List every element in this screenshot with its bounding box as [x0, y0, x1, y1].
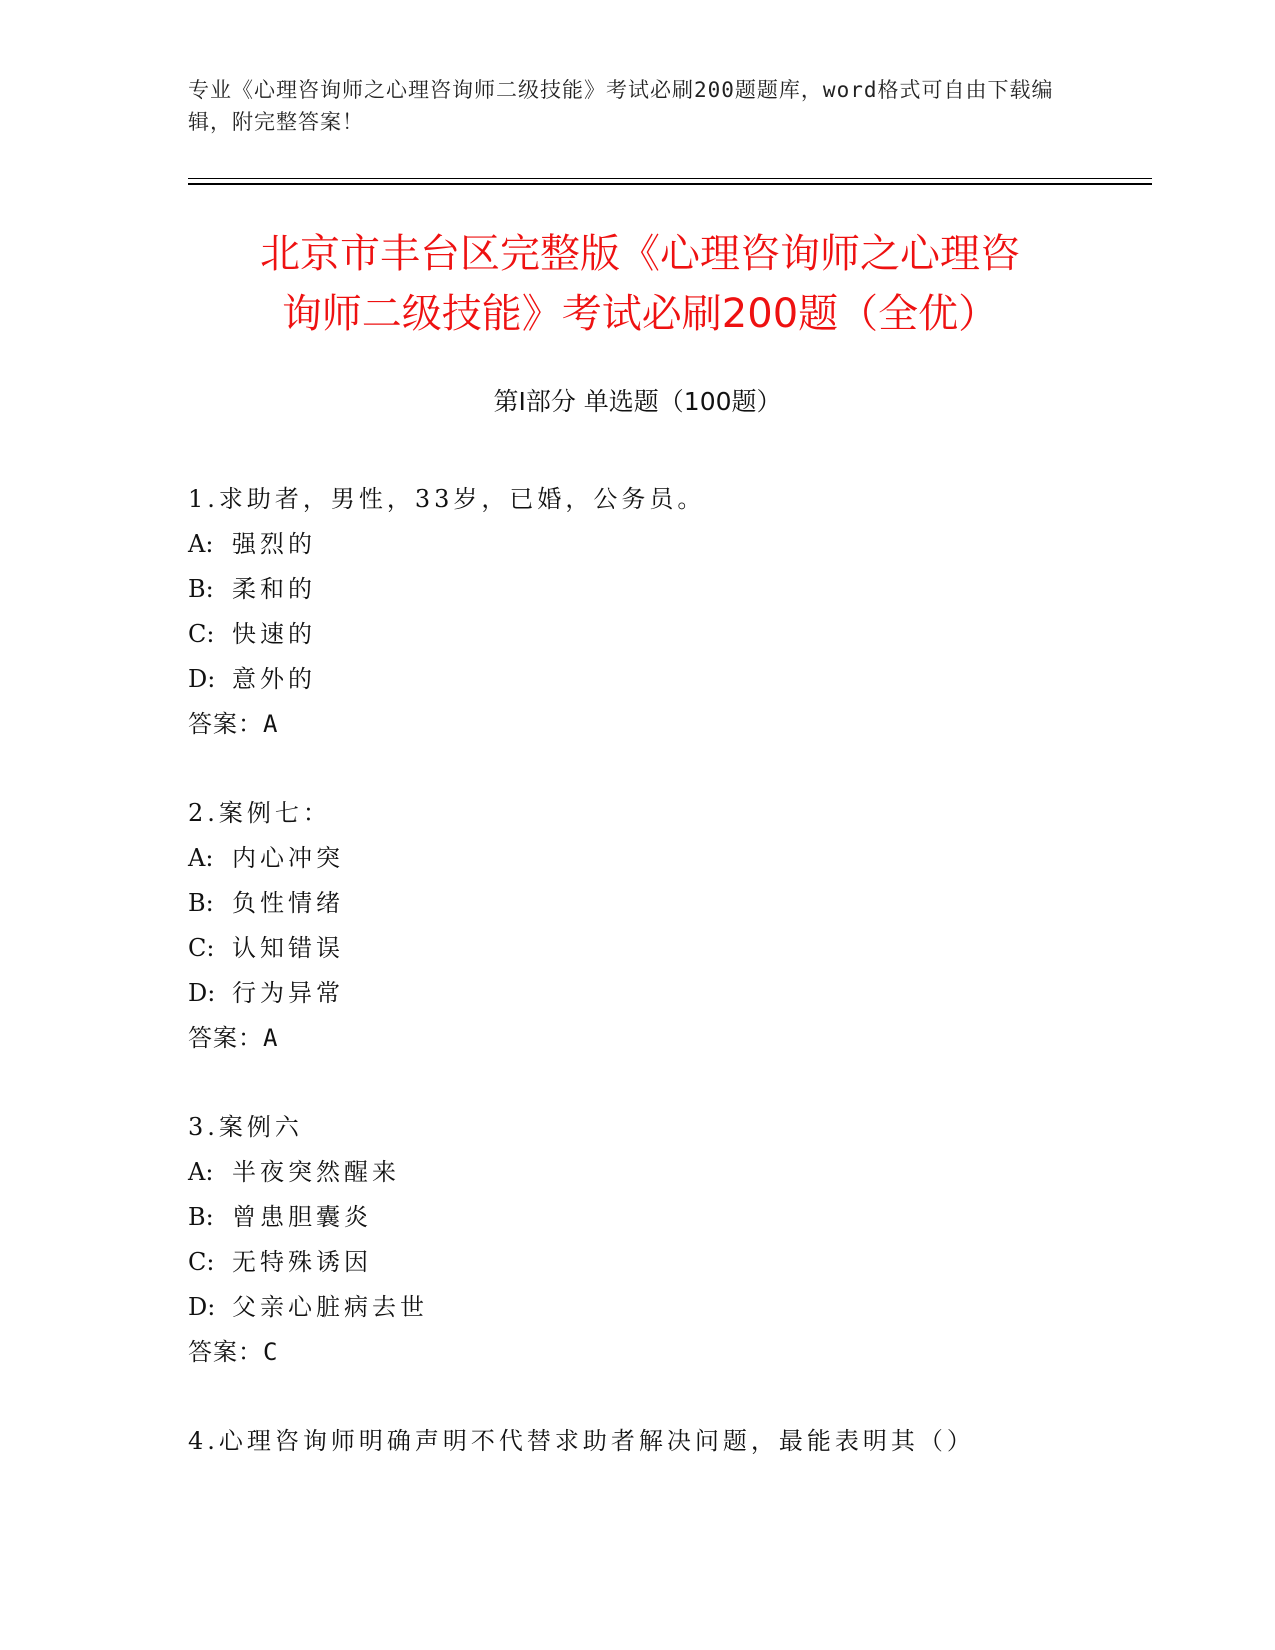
question-stem: 1.求助者，男性，33岁，已婚，公务员。	[188, 485, 706, 513]
option-text: 曾患胆囊炎	[232, 1203, 372, 1231]
section-title: 第Ⅰ部分 单选题（100题）	[493, 387, 782, 416]
option-letter: C:	[188, 934, 215, 962]
answer-label: 答案：	[188, 1338, 263, 1366]
header-divider-thick	[188, 183, 1152, 185]
option-text: 快速的	[232, 620, 316, 648]
answer-label: 答案：	[188, 1024, 263, 1052]
answer-value: C	[263, 1338, 279, 1366]
option-b	[188, 1195, 1148, 1240]
option-d	[188, 971, 1148, 1016]
option-letter: C:	[188, 620, 215, 648]
option-text: 无特殊诱因	[232, 1248, 372, 1276]
option-letter: B:	[188, 889, 214, 917]
question-4	[188, 1419, 1148, 1464]
answer-value: A	[263, 1024, 279, 1052]
option-letter: A:	[188, 1158, 214, 1186]
option-text: 意外的	[232, 665, 316, 693]
option-text: 认知错误	[232, 934, 344, 962]
question-stem: 3.案例六	[188, 1113, 303, 1141]
answer-label: 答案：	[188, 710, 263, 738]
option-a	[188, 522, 1148, 567]
option-b	[188, 881, 1148, 926]
option-letter: A:	[188, 844, 214, 872]
option-a	[188, 1150, 1148, 1195]
option-text: 强烈的	[232, 530, 316, 558]
option-letter: B:	[188, 575, 214, 603]
option-text: 柔和的	[232, 575, 316, 603]
option-letter: D:	[188, 979, 216, 1007]
option-c	[188, 1240, 1148, 1285]
option-letter: D:	[188, 665, 216, 693]
question-2	[188, 791, 1148, 1061]
answer-value: A	[263, 710, 279, 738]
option-c	[188, 926, 1148, 971]
option-d	[188, 1285, 1148, 1330]
document-title	[160, 224, 1120, 344]
option-a	[188, 836, 1148, 881]
answer-line	[188, 702, 1148, 747]
document-title-line-2: 询师二级技能》考试必刷200题（全优）	[281, 291, 999, 337]
question-stem: 2.案例七：	[188, 799, 331, 827]
header-divider-thin	[188, 178, 1152, 179]
option-letter: B:	[188, 1203, 214, 1231]
option-c	[188, 612, 1148, 657]
option-text: 行为异常	[232, 979, 344, 1007]
option-text: 内心冲突	[232, 844, 344, 872]
header-note: 专业《心理咨询师之心理咨询师二级技能》考试必刷200题题库，word格式可自由下载编辑，附完整答案！	[188, 78, 1054, 134]
option-text: 父亲心脏病去世	[232, 1293, 428, 1321]
question-list	[188, 477, 1148, 1508]
document-title-line-1: 北京市丰台区完整版《心理咨询师之心理咨	[260, 231, 1020, 277]
answer-line	[188, 1330, 1148, 1375]
option-b	[188, 567, 1148, 612]
question-stem: 4.心理咨询师明确声明不代替求助者解决问题，最能表明其（）	[188, 1427, 975, 1455]
question-3	[188, 1105, 1148, 1375]
option-letter: C:	[188, 1248, 215, 1276]
option-d	[188, 657, 1148, 702]
option-letter: A:	[188, 530, 214, 558]
option-text: 半夜突然醒来	[232, 1158, 400, 1186]
answer-line	[188, 1016, 1148, 1061]
option-text: 负性情绪	[232, 889, 344, 917]
option-letter: D:	[188, 1293, 216, 1321]
question-1	[188, 477, 1148, 747]
